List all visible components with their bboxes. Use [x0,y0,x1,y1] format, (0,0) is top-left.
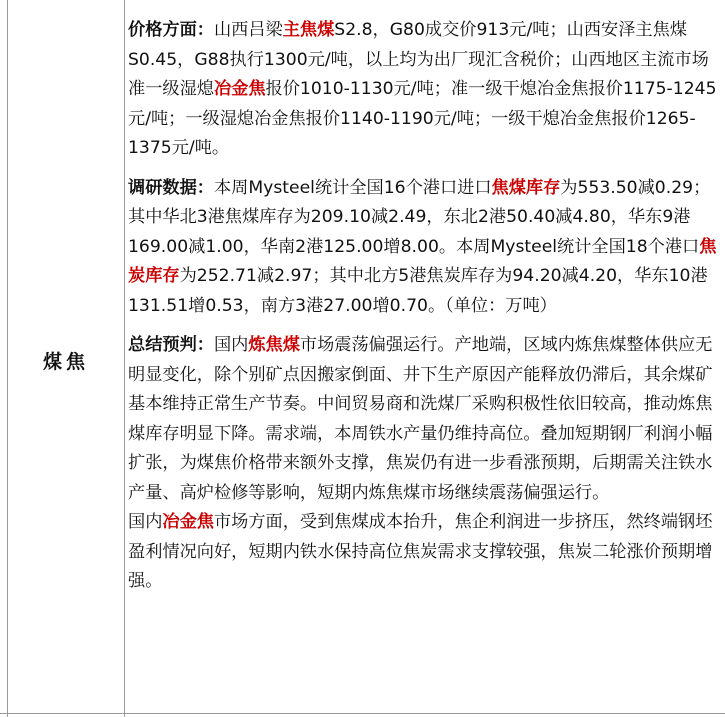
price-heading: 价格方面： [128,20,214,40]
summary-coke-paragraph [128,508,718,597]
research-section [128,174,718,322]
research-text: 本周Mysteel统计全国16个港口进口 [213,177,492,198]
keyword-met-coke: 冶金焦 [162,512,214,532]
keyword-coke-inventory: 焦炭库存 [128,236,717,286]
research-heading: 调研数据： [128,177,214,198]
summary-text: 国内 [128,512,163,532]
content-cell [128,16,718,607]
price-section [128,16,718,164]
keyword-main-coking-coal: 主焦煤 [282,20,335,40]
price-text: S2.8，G80成交价913元/吨；山西安泽主焦煤S0.45，G88执行1300元/吨，以上均为出厂现汇含税价；山西地区主流市场准一级湿熄 [128,20,709,99]
keyword-coking-coal-inventory: 焦煤库存 [491,177,561,198]
summary-heading: 总结预判： [128,335,214,355]
keyword-coking-coal: 炼焦煤 [248,335,300,355]
summary-text: 市场方面，受到焦煤成本抬升，焦企利润进一步挤压，然终端钢坯盈利情况向好，短期内铁水保持高位焦炭需求支撑较强，焦炭二轮涨价预期增强。 [128,512,713,591]
summary-text: 市场震荡偏强运行。产地端，区域内炼焦煤整体供应无明显变化，除个别矿点因搬家倒面、井下生产原因产能释放仍滞后，其余煤矿基本维持正常生产节奏。中间贸易商和洗煤厂采购积极性依旧较高，推动炼焦煤库存明显下降。需求端，本周铁水产量仍维持高位。叠加短期钢厂利润小幅扩张，为煤焦价格带来额外支撑，焦炭仍有进一步看涨预期，后期需关注铁水产量、高炉检修等影响，短期内炼焦煤市场继续震荡偏强运行。 [128,335,713,503]
summary-text: 国内 [213,335,249,355]
keyword-met-coke: 冶金焦 [213,79,266,99]
price-text: 山西吕梁 [213,20,283,40]
category-label: 煤焦 [42,351,89,373]
column-divider [124,0,125,717]
summary-section [128,331,718,508]
research-text: 为252.71减2.97；其中北方5港焦炭库存为94.20减4.20，华东10港131.51增0.53，南方3港27.00增0.70。（单位：万吨） [128,266,708,316]
research-text: 为553.50减0.29；其中华北3港焦煤库存为209.10减2.49，东北2港50.40减4.80，华东9港169.00减1.00，华南2港125.00增8.00。本周Mysteel统计全国18个港口 [128,177,711,257]
price-text: 报价1010-1130元/吨；准一级干熄冶金焦报价1175-1245元/吨；一级湿熄冶金焦报价1140-1190元/吨；一级干熄冶金焦报价1265-1375元/吨。 [128,79,717,158]
category-cell [8,0,124,717]
